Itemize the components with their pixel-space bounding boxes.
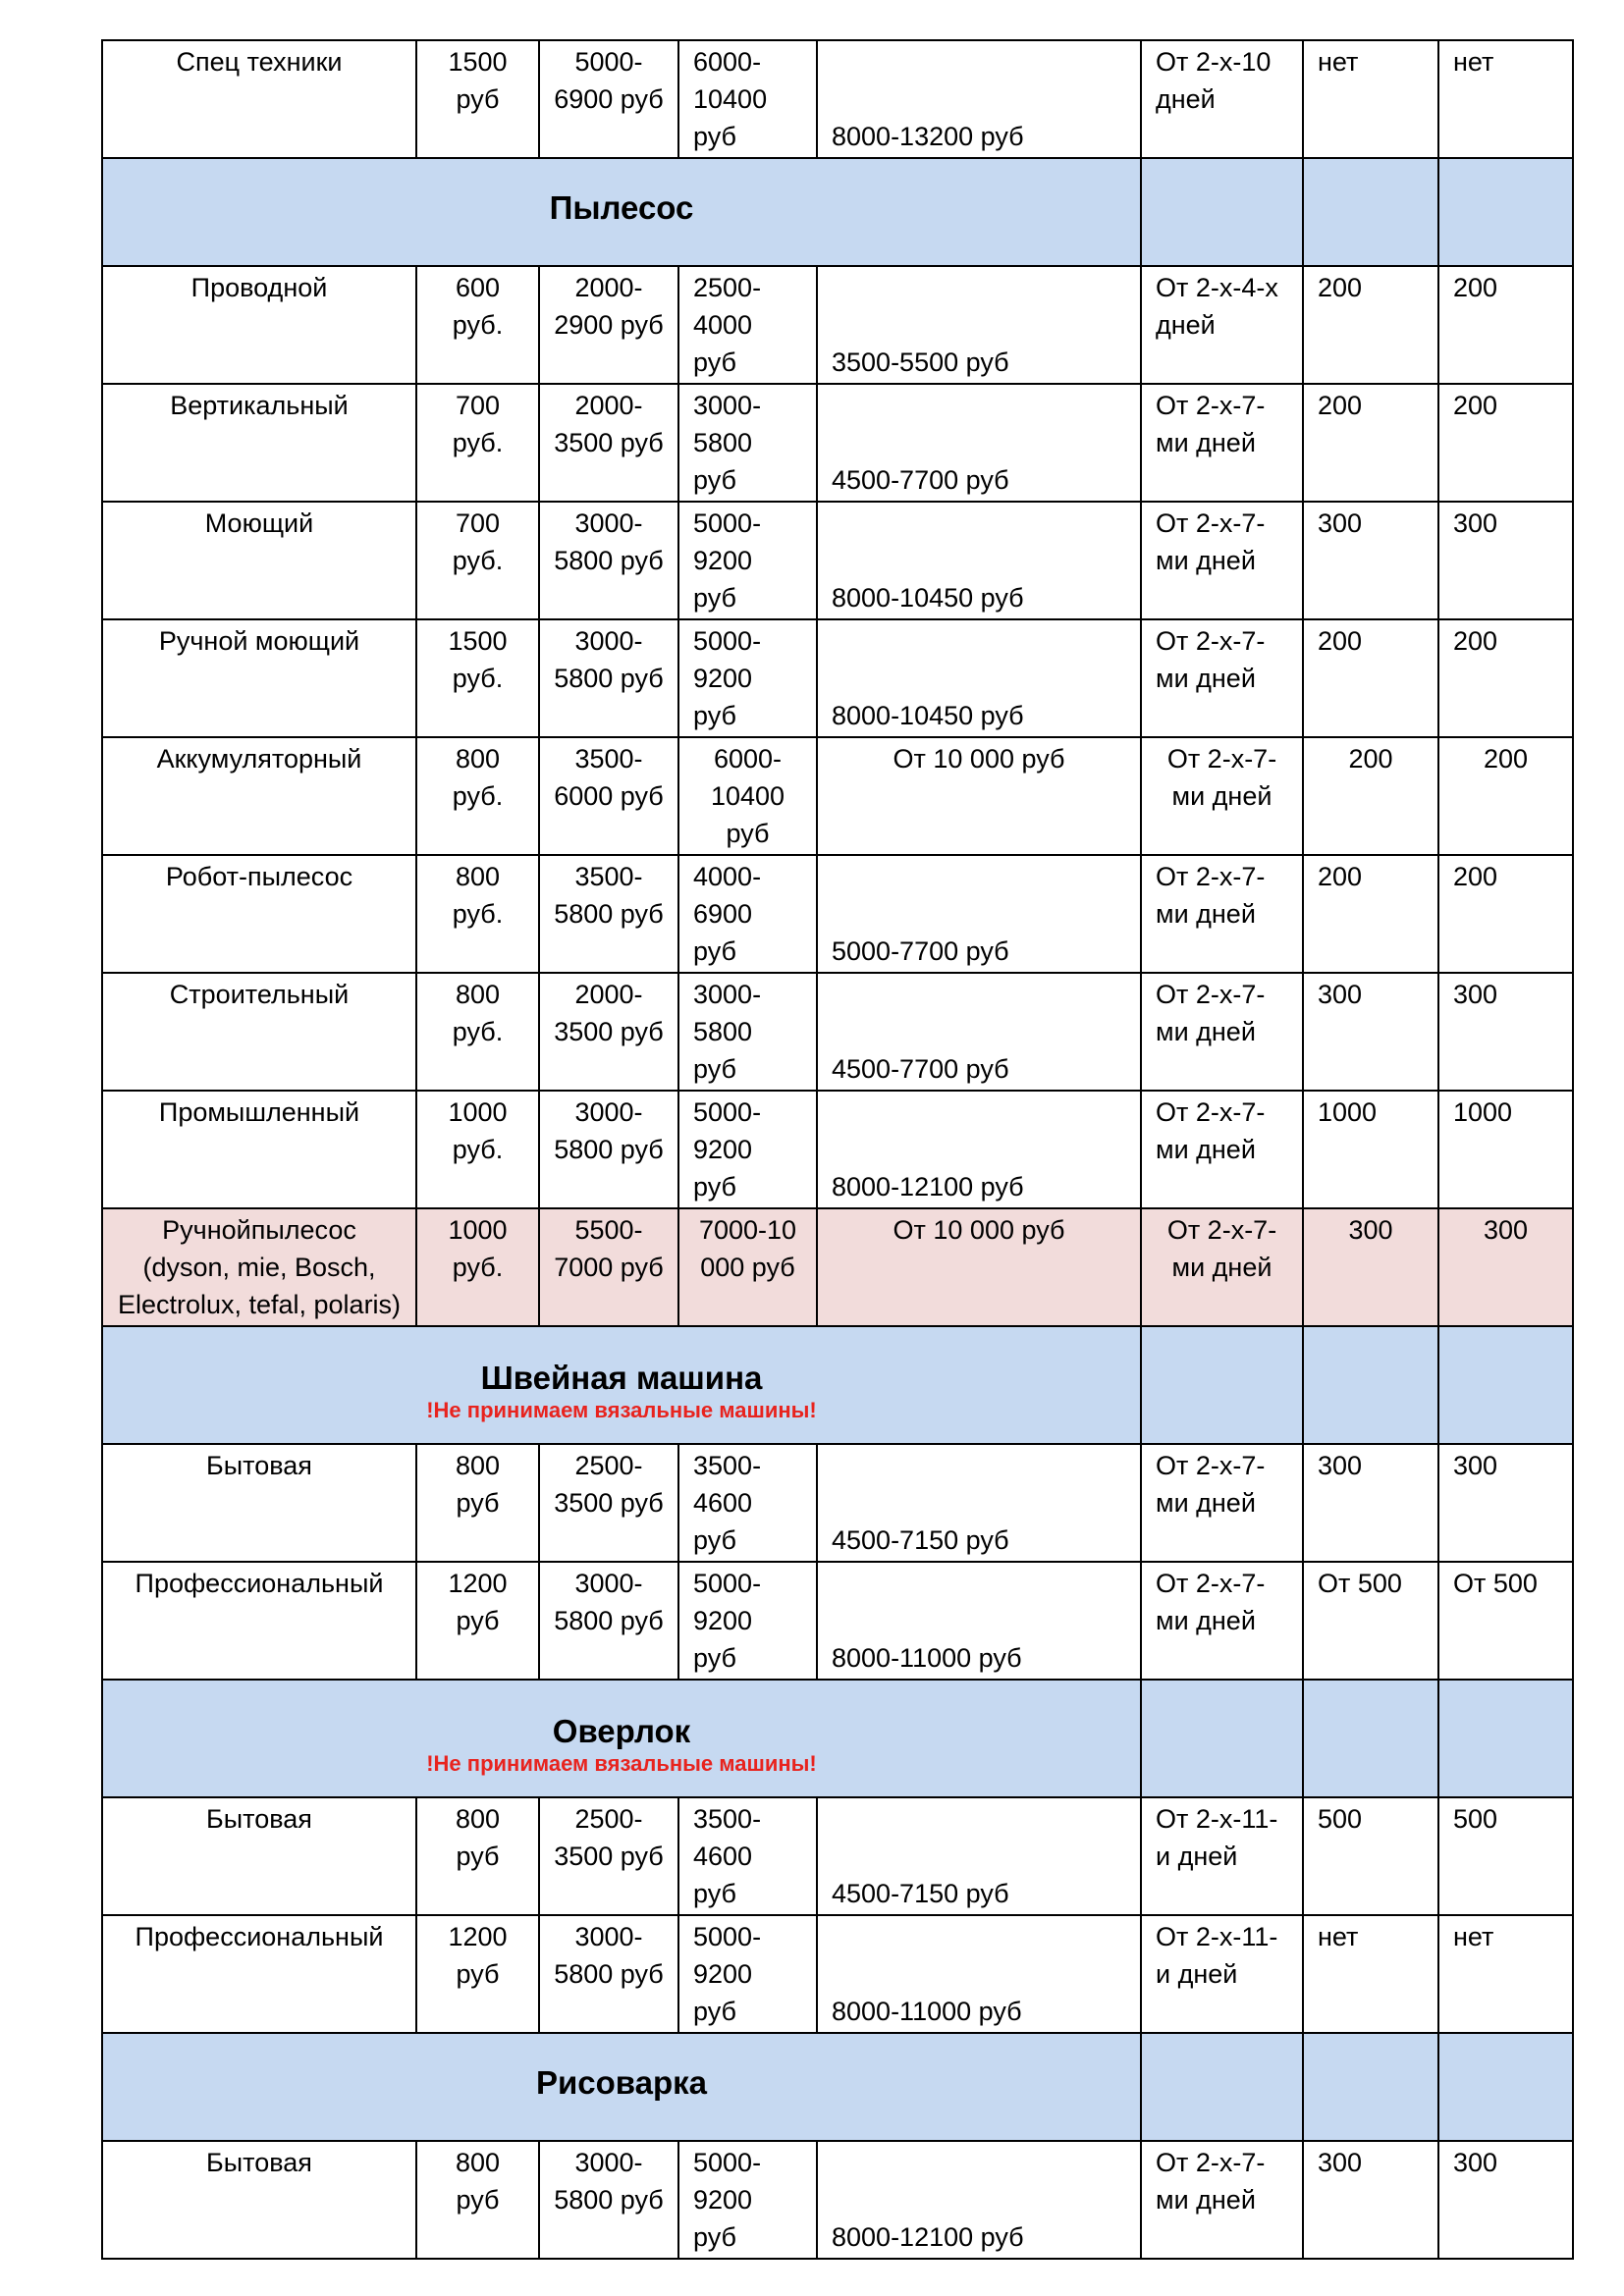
- device-name-cell: Робот-пылесос: [102, 855, 416, 973]
- extra-b-cell: 300: [1438, 1444, 1573, 1562]
- section-sewing-machine: [102, 1326, 1573, 1444]
- mid-price-cell: 3500-4600 руб: [678, 1797, 817, 1915]
- repair-term-cell: От 2-х-7-ми дней: [1141, 502, 1303, 619]
- section-title: Швейная машина: [480, 1360, 763, 1396]
- diagnostic-price-cell: 800 руб.: [416, 973, 539, 1091]
- section-title: Пылесос: [549, 189, 694, 226]
- repair-term-cell: От 2-х-7-ми дней: [1141, 973, 1303, 1091]
- extra-a-cell: 300: [1303, 973, 1438, 1091]
- section-empty-cell: [1438, 1680, 1573, 1797]
- min-price-cell: 3000-5800 руб: [539, 2141, 678, 2259]
- extra-b-cell: 300: [1438, 1208, 1573, 1326]
- min-price-cell: 2000-3500 руб: [539, 973, 678, 1091]
- extra-a-cell: нет: [1303, 40, 1438, 158]
- section-empty-cell: [1141, 158, 1303, 266]
- mid-price-cell: 4000-6900 руб: [678, 855, 817, 973]
- min-price-cell: 5000-6900 руб: [539, 40, 678, 158]
- min-price-cell: 5500-7000 руб: [539, 1208, 678, 1326]
- section-vacuum: [102, 158, 1573, 266]
- section-empty-cell: [1141, 1680, 1303, 1797]
- extra-b-cell: 1000: [1438, 1091, 1573, 1208]
- diagnostic-price-cell: 1200 руб: [416, 1562, 539, 1680]
- device-name-cell: Бытовая: [102, 2141, 416, 2259]
- extra-a-cell: 200: [1303, 619, 1438, 737]
- table-row: [102, 2141, 1573, 2259]
- min-price-cell: 2500-3500 руб: [539, 1797, 678, 1915]
- diagnostic-price-cell: 700 руб.: [416, 502, 539, 619]
- min-price-cell: 3000-5800 руб: [539, 1091, 678, 1208]
- extra-a-cell: нет: [1303, 1915, 1438, 2033]
- section-header-cell: [102, 158, 1141, 266]
- table-row: [102, 1208, 1573, 1326]
- device-name-cell: Профессиональный: [102, 1915, 416, 2033]
- mid-price-cell: 5000-9200 руб: [678, 2141, 817, 2259]
- table-row: [102, 1797, 1573, 1915]
- section-empty-cell: [1303, 1680, 1438, 1797]
- max-price-cell: 8000-11000 руб: [817, 1562, 1141, 1680]
- device-name-cell: Спец техники: [102, 40, 416, 158]
- extra-a-cell: От 500: [1303, 1562, 1438, 1680]
- min-price-cell: 3000-5800 руб: [539, 619, 678, 737]
- section-title: Рисоварка: [535, 2064, 708, 2101]
- section-header-cell: [102, 1680, 1141, 1797]
- max-price-cell: 3500-5500 руб: [817, 266, 1141, 384]
- device-name-cell: Ручной моющий: [102, 619, 416, 737]
- section-header-cell: [102, 1326, 1141, 1444]
- min-price-cell: 3000-5800 руб: [539, 1915, 678, 2033]
- section-empty-cell: [1438, 158, 1573, 266]
- price-table: [101, 39, 1574, 2260]
- device-name-cell: Бытовая: [102, 1797, 416, 1915]
- max-price-cell: 8000-12100 руб: [817, 2141, 1141, 2259]
- mid-price-cell: 3000-5800 руб: [678, 973, 817, 1091]
- mid-price-cell: 7000-10 000 руб: [678, 1208, 817, 1326]
- extra-a-cell: 200: [1303, 855, 1438, 973]
- repair-term-cell: От 2-х-7-ми дней: [1141, 2141, 1303, 2259]
- table-row: [102, 855, 1573, 973]
- extra-b-cell: 500: [1438, 1797, 1573, 1915]
- diagnostic-price-cell: 800 руб.: [416, 737, 539, 855]
- extra-a-cell: 1000: [1303, 1091, 1438, 1208]
- device-name-cell: Бытовая: [102, 1444, 416, 1562]
- device-name-cell: Вертикальный: [102, 384, 416, 502]
- extra-a-cell: 500: [1303, 1797, 1438, 1915]
- section-title: Оверлок: [552, 1713, 691, 1749]
- max-price-cell: 4500-7150 руб: [817, 1444, 1141, 1562]
- max-price-cell: 8000-13200 руб: [817, 40, 1141, 158]
- extra-b-cell: 200: [1438, 855, 1573, 973]
- repair-term-cell: От 2-х-11-и дней: [1141, 1797, 1303, 1915]
- section-empty-cell: [1303, 1326, 1438, 1444]
- repair-term-cell: От 2-х-7-ми дней: [1141, 1091, 1303, 1208]
- max-price-cell: От 10 000 руб: [817, 737, 1141, 855]
- extra-b-cell: 300: [1438, 2141, 1573, 2259]
- section-empty-cell: [1303, 2033, 1438, 2141]
- min-price-cell: 3500-6000 руб: [539, 737, 678, 855]
- extra-a-cell: 300: [1303, 1444, 1438, 1562]
- repair-term-cell: От 2-х-4-х дней: [1141, 266, 1303, 384]
- device-name-cell: Строительный: [102, 973, 416, 1091]
- extra-a-cell: 200: [1303, 737, 1438, 855]
- section-warning-note: !Не принимаем вязальные машины!: [426, 1751, 817, 1776]
- max-price-cell: 4500-7700 руб: [817, 384, 1141, 502]
- extra-b-cell: нет: [1438, 1915, 1573, 2033]
- diagnostic-price-cell: 1000 руб.: [416, 1091, 539, 1208]
- repair-term-cell: От 2-х-7-ми дней: [1141, 619, 1303, 737]
- section-rice-cooker: [102, 2033, 1573, 2141]
- mid-price-cell: 6000-10400 руб: [678, 40, 817, 158]
- min-price-cell: 3500-5800 руб: [539, 855, 678, 973]
- min-price-cell: 2000-2900 руб: [539, 266, 678, 384]
- diagnostic-price-cell: 1500 руб: [416, 40, 539, 158]
- repair-term-cell: От 2-х-7-ми дней: [1141, 1444, 1303, 1562]
- min-price-cell: 2000-3500 руб: [539, 384, 678, 502]
- repair-term-cell: От 2-х-7-ми дней: [1141, 384, 1303, 502]
- max-price-cell: 4500-7700 руб: [817, 973, 1141, 1091]
- section-header-cell: [102, 2033, 1141, 2141]
- mid-price-cell: 5000-9200 руб: [678, 1091, 817, 1208]
- table-row: [102, 1562, 1573, 1680]
- repair-term-cell: От 2-х-10 дней: [1141, 40, 1303, 158]
- mid-price-cell: 6000-10400 руб: [678, 737, 817, 855]
- section-empty-cell: [1438, 2033, 1573, 2141]
- table-row: [102, 384, 1573, 502]
- repair-term-cell: От 2-х-11-и дней: [1141, 1915, 1303, 2033]
- max-price-cell: 5000-7700 руб: [817, 855, 1141, 973]
- extra-b-cell: 300: [1438, 973, 1573, 1091]
- min-price-cell: 3000-5800 руб: [539, 1562, 678, 1680]
- section-empty-cell: [1141, 2033, 1303, 2141]
- max-price-cell: 8000-11000 руб: [817, 1915, 1141, 2033]
- table-row: [102, 1444, 1573, 1562]
- mid-price-cell: 3000-5800 руб: [678, 384, 817, 502]
- extra-b-cell: 200: [1438, 266, 1573, 384]
- diagnostic-price-cell: 1000 руб.: [416, 1208, 539, 1326]
- table-row: [102, 1091, 1573, 1208]
- extra-a-cell: 300: [1303, 502, 1438, 619]
- diagnostic-price-cell: 700 руб.: [416, 384, 539, 502]
- diagnostic-price-cell: 800 руб: [416, 1444, 539, 1562]
- max-price-cell: 4500-7150 руб: [817, 1797, 1141, 1915]
- max-price-cell: 8000-10450 руб: [817, 502, 1141, 619]
- diagnostic-price-cell: 600 руб.: [416, 266, 539, 384]
- extra-b-cell: нет: [1438, 40, 1573, 158]
- mid-price-cell: 5000-9200 руб: [678, 619, 817, 737]
- device-name-cell: Проводной: [102, 266, 416, 384]
- extra-b-cell: 200: [1438, 619, 1573, 737]
- extra-b-cell: 200: [1438, 384, 1573, 502]
- mid-price-cell: 5000-9200 руб: [678, 1915, 817, 2033]
- repair-term-cell: От 2-х-7-ми дней: [1141, 737, 1303, 855]
- extra-a-cell: 300: [1303, 2141, 1438, 2259]
- mid-price-cell: 5000-9200 руб: [678, 502, 817, 619]
- min-price-cell: 2500-3500 руб: [539, 1444, 678, 1562]
- repair-term-cell: От 2-х-7-ми дней: [1141, 1208, 1303, 1326]
- extra-b-cell: 300: [1438, 502, 1573, 619]
- table-row: [102, 1915, 1573, 2033]
- table-row: [102, 619, 1573, 737]
- max-price-cell: От 10 000 руб: [817, 1208, 1141, 1326]
- diagnostic-price-cell: 1500 руб.: [416, 619, 539, 737]
- device-name-cell: Профессиональный: [102, 1562, 416, 1680]
- mid-price-cell: 2500-4000 руб: [678, 266, 817, 384]
- section-overlock: [102, 1680, 1573, 1797]
- diagnostic-price-cell: 1200 руб: [416, 1915, 539, 2033]
- max-price-cell: 8000-12100 руб: [817, 1091, 1141, 1208]
- table-row: [102, 737, 1573, 855]
- max-price-cell: 8000-10450 руб: [817, 619, 1141, 737]
- device-name-cell: Моющий: [102, 502, 416, 619]
- table-row: [102, 40, 1573, 158]
- extra-a-cell: 200: [1303, 384, 1438, 502]
- extra-b-cell: От 500: [1438, 1562, 1573, 1680]
- mid-price-cell: 5000-9200 руб: [678, 1562, 817, 1680]
- diagnostic-price-cell: 800 руб.: [416, 855, 539, 973]
- diagnostic-price-cell: 800 руб: [416, 2141, 539, 2259]
- repair-term-cell: От 2-х-7-ми дней: [1141, 855, 1303, 973]
- section-empty-cell: [1141, 1326, 1303, 1444]
- section-warning-note: !Не принимаем вязальные машины!: [426, 1398, 817, 1422]
- min-price-cell: 3000-5800 руб: [539, 502, 678, 619]
- section-empty-cell: [1303, 158, 1438, 266]
- table-row: [102, 266, 1573, 384]
- table-row: [102, 973, 1573, 1091]
- section-empty-cell: [1438, 1326, 1573, 1444]
- extra-a-cell: 300: [1303, 1208, 1438, 1326]
- extra-a-cell: 200: [1303, 266, 1438, 384]
- diagnostic-price-cell: 800 руб: [416, 1797, 539, 1915]
- device-name-cell: Ручнойпылесос (dyson, mie, Bosch, Electrolux, tefal, polaris): [102, 1208, 416, 1326]
- device-name-cell: Промышленный: [102, 1091, 416, 1208]
- repair-term-cell: От 2-х-7-ми дней: [1141, 1562, 1303, 1680]
- table-row: [102, 502, 1573, 619]
- extra-b-cell: 200: [1438, 737, 1573, 855]
- mid-price-cell: 3500-4600 руб: [678, 1444, 817, 1562]
- device-name-cell: Аккумуляторный: [102, 737, 416, 855]
